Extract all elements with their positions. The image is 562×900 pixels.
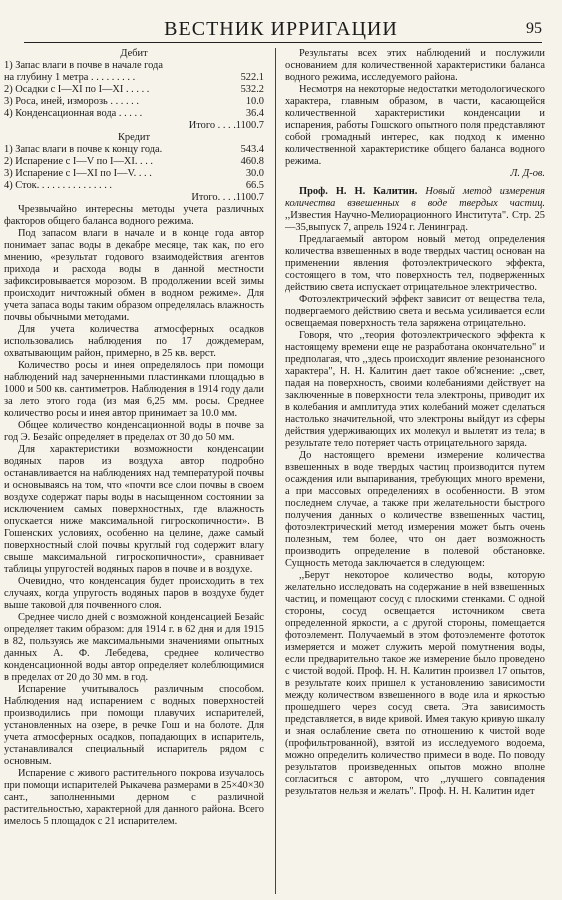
paragraph: ,,Берут некоторое количество воды, которую желательно исследовать на содержание в ней взвешенных частиц, и помещают сосуд с плоскими стенками. С одной стороны, сосуд освещается источником света определенной яркости, а с другой стороны, помещается фотоэлемент. Получаемый в этом фотоэлементе фототок измеряется и может служить мерой помутнения воды, если предварительно такое же измерение было проведено с чистой водой. Проф. Н. Н. Калитин произвел 17 опытов, в результате коих пришел к установлению зависимости между количеством взвешенного в воде ила и яркостью прошедшего через сосуд света. Эта зависимость представляется, в виде кривой. Имея такую кривую шкалу и зная ослабление света по отношению к чистой воде (профильтрованной), взятой из исследуемого водоема, можно определить количество примеси в воде. По поводу результатов произведенных опытов можно вполне согласиться с автором, что ,,лучшего совпадения результатов нельзя и желать". Проф. Н. Н. Калитин идет (285, 570, 545, 797)
credit-item-value: 460.8 (240, 156, 264, 167)
header-rule (24, 42, 542, 43)
journal-title: ВЕСТНИК ИРРИГАЦИИ (164, 18, 398, 40)
credit-item (4, 168, 264, 180)
debit-item-label: 4) Конденсационная вода . . . . . (4, 108, 143, 119)
credit-list (4, 144, 264, 192)
debit-item-label: на глубину 1 метра . . . . . . . . . (4, 72, 136, 83)
paragraph: Испарение с живого растительного покрова изучалось при помощи испарителей Рыкачева размерами в 25×40×30 сант., заполненными дерном с различной растительностью, характерной для данного района. Всего имелось 5 площадок с 21 испарителем. (4, 768, 264, 827)
ref-author: Проф. Н. Н. Калитин. (299, 186, 418, 197)
debit-item-value: 522.1 (240, 72, 264, 83)
paragraph: Чрезвычайно интересны методы учета различных факторов общего баланса водного режима. (4, 204, 264, 227)
debit-item (4, 108, 264, 120)
debit-item-label: 1) Запас влаги в почве в начале года (4, 60, 163, 71)
paragraph: Под запасом влаги в начале и в конце года автор понимает запас воды в декабре месяце, так как, по его мнению, «результат годового взаимодействия агентов прихода и расхода воды в данной местности зафиксировывается морозом. В продолжении всей зимы происходит ничтожный обмен в водном режиме». Для учета запаса воды таким образом определялась влажность почвы обычными методами. (4, 228, 264, 323)
paragraph: Очевидно, что конденсация будет происходить в тех случаях, когда упругость водяных паров в воздухе будет выше таковой для почвенного слоя. (4, 576, 264, 611)
paragraph: Предлагаемый автором новый метод определения количества взвешенных в воде твердых частиц основан на применении явления фотоэлектрического эффекта, состоящего в том, что поверхность тел, подверженных действию света испускает отрицательное электричество. (285, 234, 545, 293)
review-reference (285, 186, 545, 234)
credit-item (4, 180, 264, 192)
credit-item (4, 156, 264, 168)
page-header (0, 14, 562, 42)
paragraph: Количество росы и инея определялось при помощи наблюдений над зачерненными пластинками площадью в 1000 и 500 кв. сантиметров. Наблюдения в 1914 году дали за лето этого года (из мая 6,25 мм. росы. Среднее количество росы и инея автор принимает за 10.0 мм. (4, 360, 264, 419)
debit-item-value: 532.2 (240, 84, 264, 95)
ref-title: Новый метод измерения количества взвешенных в воде твердых частиц. (285, 186, 545, 209)
debit-item-value: 36.4 (245, 108, 264, 119)
paragraph: Говоря, что ,,теория фотоэлектрического эффекта к настоящему времени еще не разработана окончательно" и предполагая, что ,,здесь происходит явление резонансного характера", Н. Н. Калитин дает такое об'яснение: ,,свет, падая на поверхность, своими колебаниями действует на заключенные в поверхности тела электроны, приводит их в колебания и амплитуда этих колебаний может сделаться настолько значительной, что электроны выйдут из сферы действия удерживающих их молекул и вылетят из тела; в результате тело потеряет часть отрицательного заряда. (285, 330, 545, 449)
debit-item (4, 72, 264, 84)
paragraph: Фотоэлектрический эффект зависит от вещества тела, подвергаемого действию света и весьма усиливается если освещаемая поверхность тела заряжена отрицательно. (285, 294, 545, 329)
debit-item-label: 3) Роса, иней, изморозь . . . . . . (4, 96, 139, 107)
debit-title: Дебит (120, 48, 148, 59)
paragraph: Испарение учитывалось различным способом. Наблюдения над испарением с водных поверхностей производились при помощи плавучих испарителей, установленных на озере, в речке Гош и на болоте. Для учета атмосферных осадков, попадающих в испаритель, устанавливался специальный испаритель рядом с основным. (4, 684, 264, 767)
credit-item-value: 543.4 (240, 144, 264, 155)
debit-item (4, 84, 264, 96)
debit-list (4, 60, 264, 120)
credit-item-label: 3) Испарение с I—XI по I—V. . . . (4, 168, 152, 179)
right-column (285, 48, 545, 798)
debit-item-value (260, 60, 264, 72)
debit-item (4, 60, 264, 72)
credit-item-value: 30.0 (245, 168, 264, 179)
debit-item-label: 2) Осадки с I—XI по I—XI . . . . . (4, 84, 150, 95)
credit-item-label: 4) Сток. . . . . . . . . . . . . . . (4, 180, 113, 191)
debit-total: Итого . . . .1100.7 (188, 120, 264, 131)
debit-item (4, 96, 264, 108)
page-number: 95 (526, 20, 542, 37)
paragraph: Для учета количества атмосферных осадков использовались наблюдения по 17 дождемерам, охватывающим район, примерно, в 25 кв. верст. (4, 324, 264, 359)
credit-item-value: 66.5 (245, 180, 264, 191)
paragraph: До настоящего времени измерение количества взвешенных в воде твердых частиц производится путем осаждения или выпаривания, требующих много времени, а при массовых определениях в особенности. В этом последнем случае, а также при желательности быстрого получения данных о количестве взвешенных частиц, фотоэлектрический метод измерения может быть очень полезным, тем более, что он дает возможность производить определение в полевой обстановке. Сущность метода заключается в следующем: (285, 450, 545, 569)
ref-source: ,,Известия Научно-Мелиорационного Института". Стр. 25—35,выпуск 7, апрель 1924 г. Ленинград. (285, 210, 545, 233)
reviewer-signature: Л. Д-ов. (510, 168, 545, 179)
paragraph: Для характеристики возможности конденсации водяных паров из воздуха автор подробно останавливается на наблюдениях над температурой почвы и основываясь на том, что «почти все слои почвы в своем воздухе содержат пары воды в насыщенном состоянии за исключением самых поверхностных, где влажность опускается ниже максимальной гигроскопичности». В Гошенских условиях, особенно на целине, даже самый поверхностный слой почвы круглый год содержит влагу свыше максимальной гигроскопичности», сравнивает таблицы упругостей водяных паров в почве и в воздухе. (4, 444, 264, 575)
credit-total: Итого. . . .1100.7 (191, 192, 264, 203)
column-divider (275, 48, 276, 894)
paragraph: Общее количество конденсационной воды в почве за год Э. Безайс определяет в пределах от 30 до 50 мм. (4, 420, 264, 443)
paragraph: Среднее число дней с возможной конденсацией Безайс определяет таким образом: для 1914 г. в 62 дня и для 1915 в 82, пользуясь же максимальными значениями опытных данных А. Ф. Лебедева, среднее количество конденсационной воды автор определяет колеблющимися в пределах от 20 до 30 мм. в год. (4, 612, 264, 683)
credit-item (4, 144, 264, 156)
credit-item-label: 2) Испарение с I—V по I—XI. . . . (4, 156, 154, 167)
credit-title: Кредит (118, 132, 150, 143)
debit-item-value: 10.0 (245, 96, 264, 107)
paragraph: Несмотря на некоторые недостатки методологического характера, главным образом, в части, касающейся количественной характеристики конденсации и испарения, работы Гошского опытного поля представляют собой громадный интерес, как подход к именно количественной характеристике общего баланса водного режима. (285, 84, 545, 167)
paragraph: Результаты всех этих наблюдений и послужили основанием для количественной характеристики баланса водного режима, исследуемого района. (285, 48, 545, 83)
credit-item-label: 1) Запас влаги в почве к концу года. (4, 144, 163, 155)
left-column (4, 48, 264, 828)
